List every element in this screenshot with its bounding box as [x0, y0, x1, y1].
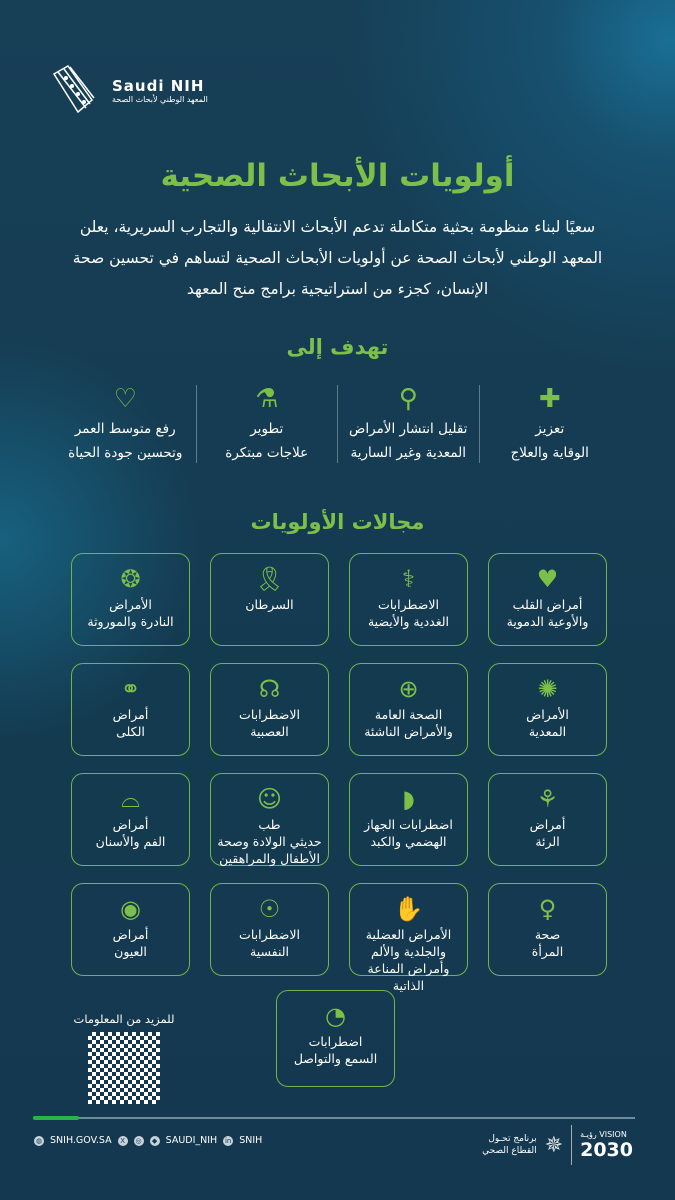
goal-line2: المعدية وغير السارية	[350, 445, 466, 461]
goal-line1: تعزيز	[535, 421, 565, 437]
area-line1: أمراض	[112, 817, 149, 832]
priority-area-card	[488, 553, 607, 646]
logo-name: Saudi NIH	[112, 76, 205, 95]
area-line2: والأمراض الناشئة	[364, 724, 453, 739]
priority-area-card	[71, 663, 190, 756]
globe-icon: ◍	[35, 1136, 43, 1145]
divider-accent	[33, 1116, 79, 1120]
virus-icon: ✺	[537, 675, 558, 703]
footer-divider	[33, 1117, 635, 1119]
priority-area-card	[210, 553, 329, 646]
goal-line1: رفع متوسط العمر	[74, 421, 176, 437]
footer-logos	[475, 1125, 633, 1165]
areas-heading: مجالات الأولويات	[250, 510, 425, 534]
area-line2: النادرة والموروثة	[87, 614, 174, 629]
magnifier-virus-icon: ⚲	[398, 384, 418, 414]
goal-item	[55, 385, 196, 463]
website-link[interactable]: SNIH.GOV.SA	[50, 1135, 112, 1146]
area-line1: أمراض القلب	[512, 597, 583, 612]
area-line2: النفسية	[250, 944, 290, 959]
area-line1: اضطرابات	[308, 1034, 363, 1049]
goal-item	[479, 385, 621, 463]
goals-heading: تهدف إلى	[286, 335, 389, 359]
priority-area-card	[488, 663, 607, 756]
brain-icon: ☊	[258, 675, 281, 703]
area-line1: صحة	[534, 927, 561, 942]
linkedin-handle[interactable]: SNIH	[239, 1135, 263, 1146]
goal-line2: وتحسين جودة الحياة	[68, 445, 183, 461]
area-line2: الرئة	[535, 834, 560, 849]
snapchat-icon[interactable]: ◆	[150, 1136, 160, 1146]
saudi-nih-logo	[48, 62, 208, 118]
area-line1: طب	[258, 817, 281, 832]
priority-area-card	[210, 773, 329, 866]
vision-label: VISION رؤيـة	[580, 1129, 627, 1139]
priority-area-card	[488, 773, 607, 866]
area-line1: الصحة العامة	[374, 707, 443, 722]
area-line1: أمراض	[529, 817, 566, 832]
area-line1: اضطرابات الجهاز	[364, 817, 453, 832]
qr-section	[70, 1012, 178, 1104]
heart-hand-icon: ♡	[113, 384, 137, 414]
priority-area-card	[276, 990, 395, 1087]
goal-line2: الوقاية والعلاج	[510, 445, 589, 461]
area-line1: الأمراض	[109, 597, 152, 612]
area-line1: الاضطرابات	[378, 597, 439, 612]
dna-map-icon	[48, 62, 104, 118]
area-line2: الغددية والأيضية	[367, 614, 450, 629]
area-line1: أمراض	[112, 927, 149, 942]
area-line2: العصبية	[250, 724, 289, 739]
baby-icon: ☺	[256, 785, 283, 813]
emblem-icon: ✵	[544, 1132, 564, 1158]
area-line2: والأوعية الدموية	[506, 614, 589, 629]
goal-line1: تطوير	[250, 421, 284, 437]
intro-text: سعيًا لبناء منظومة بحثية متكاملة تدعم الأبحاث الانتقالية والتجارب السريرية، يعلن المعهد الوطني لأبحاث الصحة عن أولويات الأبحاث الصحية لتساهم في تحسين صحة الإنسان، كجزء من استراتيجية برامج منح المعهد	[72, 218, 603, 298]
area-line2: الفم والأسنان	[95, 834, 166, 849]
goal-line1: تقليل انتشار الأمراض	[349, 421, 468, 437]
goal-line2: علاجات مبتكرة	[225, 445, 309, 461]
area-line2: الهضمي والكبد	[370, 834, 447, 849]
mental-icon: ☉	[258, 895, 281, 923]
area-line1: السرطان	[245, 597, 294, 612]
priority-area-card	[210, 663, 329, 756]
vision-2030-logo	[580, 1130, 633, 1161]
tooth-icon: ⌓	[121, 785, 140, 813]
eye-icon: ◉	[120, 895, 141, 923]
area-line1: أمراض	[112, 707, 149, 722]
area-line2: حديثي الولادة وصحة الأطفال والمراهقين	[217, 834, 322, 866]
qr-code[interactable]	[88, 1032, 160, 1104]
area-line1: الاضطرابات	[239, 707, 300, 722]
hands-cross-icon: ✚	[538, 384, 561, 414]
goals-list	[55, 385, 620, 463]
x-icon[interactable]: X	[118, 1136, 128, 1146]
vision-year: 2030	[580, 1138, 633, 1161]
area-line2: الكلى	[116, 724, 145, 739]
program-name: برنامج تحـول القطاع الصحي	[482, 1134, 537, 1156]
priority-area-card	[210, 883, 329, 976]
priority-area-card	[71, 553, 190, 646]
thyroid-icon: ⚕	[402, 565, 415, 593]
area-line2: العيون	[114, 944, 147, 959]
area-line1: الأمراض العضلية	[365, 927, 452, 942]
public-health-icon: ⊕	[398, 675, 419, 703]
social-links	[34, 1135, 262, 1146]
linkedin-icon[interactable]: in	[224, 1136, 232, 1145]
ear-icon: ◔	[325, 1002, 346, 1030]
area-line2: السمع والتواصل	[293, 1051, 378, 1066]
priority-area-card	[71, 773, 190, 866]
cell-icon: ❂	[120, 565, 141, 593]
kidney-icon: ⚭	[120, 675, 141, 703]
area-line2: المعدية	[528, 724, 567, 739]
logo-separator	[571, 1125, 572, 1165]
priority-area-card	[349, 553, 468, 646]
priority-area-card	[71, 883, 190, 976]
goal-item	[337, 385, 479, 463]
instagram-icon[interactable]: ◎	[135, 1136, 142, 1145]
qr-label: للمزيد من المعلومات	[73, 1012, 175, 1026]
test-tubes-icon: ⚗	[255, 384, 279, 414]
liver-icon: ◗	[402, 785, 415, 813]
muscle-icon: ✋	[393, 895, 424, 923]
priority-area-card	[488, 883, 607, 976]
social-handle[interactable]: SAUDI_NIH	[165, 1135, 218, 1146]
lungs-icon: ⚘	[536, 785, 559, 813]
priority-area-card	[349, 663, 468, 756]
heart-icon: ♥	[536, 565, 559, 593]
priority-area-card	[349, 773, 468, 866]
logo-subtitle: المعهد الوطني لأبحاث الصحة	[112, 94, 208, 104]
ribbon-icon: 🎗	[254, 565, 285, 593]
goal-item	[196, 385, 338, 463]
area-line2: والجلدية والألم وأمراض المناعة الذاتية	[367, 944, 450, 993]
area-line1: الأمراض	[526, 707, 569, 722]
area-line1: الاضطرابات	[239, 927, 300, 942]
priority-area-card	[349, 883, 468, 993]
page-title: أولويات الأبحاث الصحية	[160, 158, 515, 194]
woman-icon: ♀	[538, 895, 557, 923]
area-line2: المرأة	[531, 944, 564, 959]
